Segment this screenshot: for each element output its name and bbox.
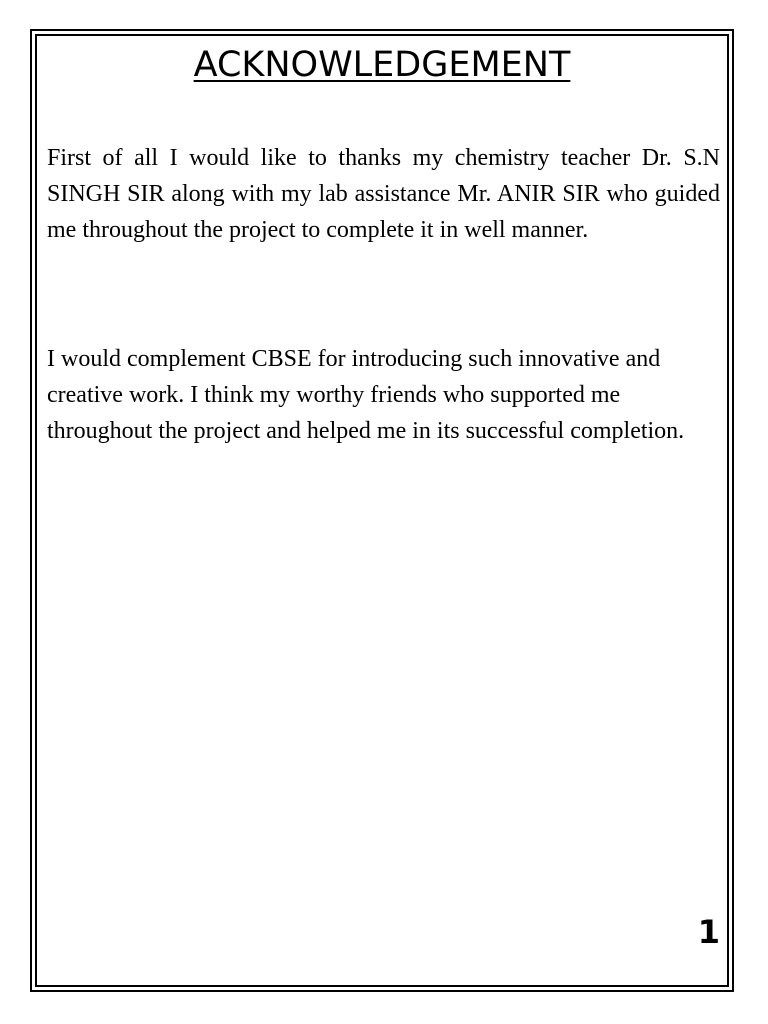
paragraph-cbse: I would complement CBSE for introducing such innovative and creative work. I think my worthy friends who supported me throughout the project and helped me in its successful completion. <box>47 346 685 444</box>
page-title <box>36 42 728 88</box>
page-title-text: ACKNOWLEDGEMENT <box>193 45 571 85</box>
page-number: 1 <box>697 913 720 951</box>
paragraph-thanks: First of all I would like to thanks my chemistry teacher Dr. S.N SINGH SIR along with my lab assistance Mr. ANIR SIR who guided me throughout the project to complete it in well manner. <box>47 145 720 243</box>
